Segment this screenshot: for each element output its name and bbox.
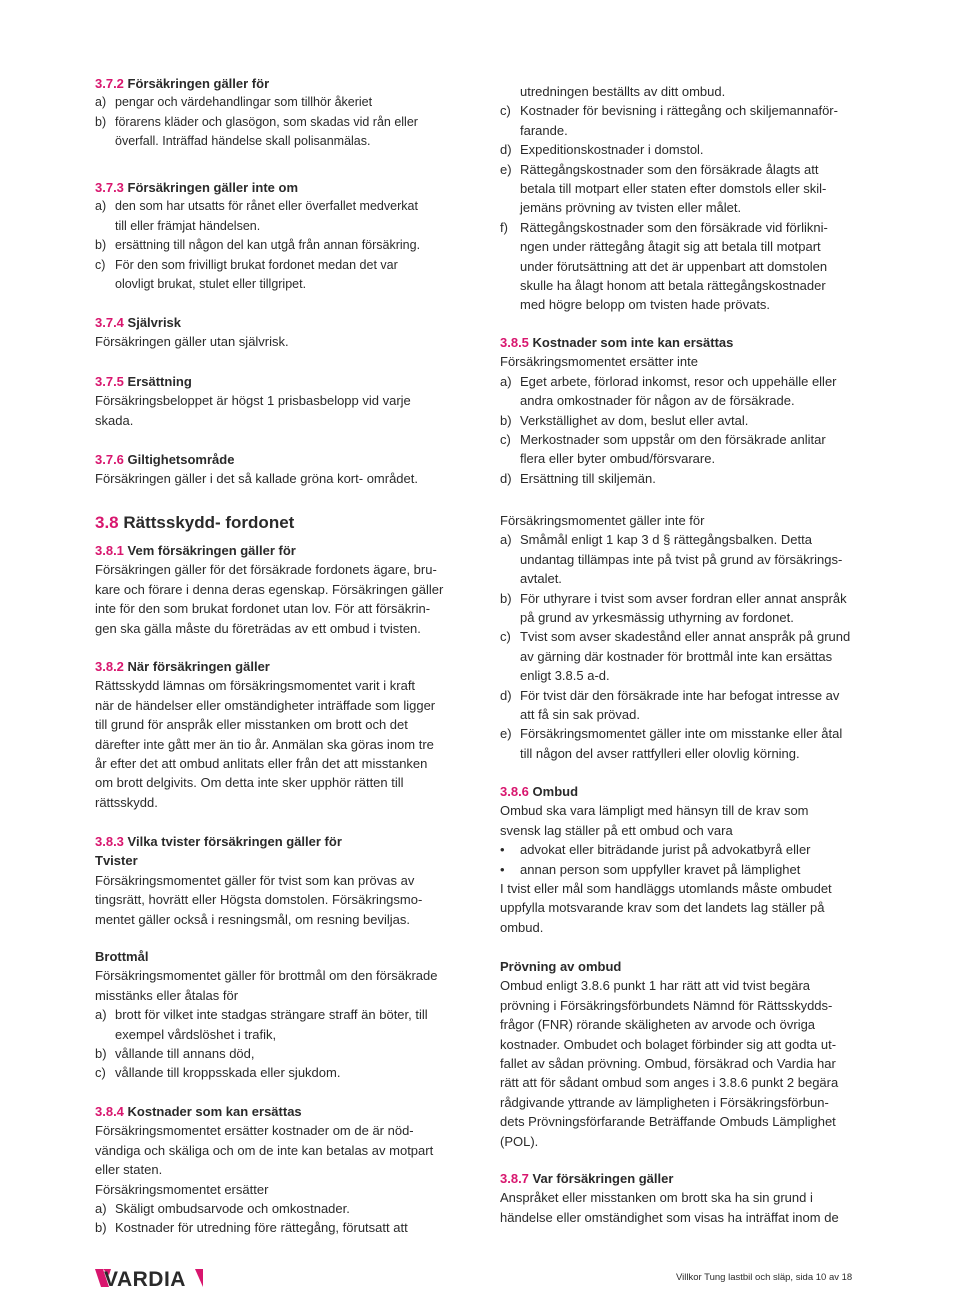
page-section-title: 3.8 Rättsskydd- fordonet: [95, 513, 295, 532]
list-item: på grund av yrkesmässig uthyrning av fordonet.: [520, 609, 794, 625]
list-item: a) Skäligt ombudsarvode och omkostnader.: [95, 1200, 350, 1216]
list-item: a) Eget arbete, förlorad inkomst, resor och uppehälle eller: [500, 373, 837, 389]
list-item: undantag tillämpas inte på tvist på grund av försäkrings-: [520, 551, 843, 567]
list-item: c) För den som frivilligt brukat fordonet medan det var: [95, 257, 398, 272]
paragraph-line: gen ska gälla måste du företrädas av ett ombud i tvisten.: [95, 620, 421, 636]
vardia-logo: [95, 1266, 205, 1290]
subsection-heading: Tvister: [95, 853, 138, 869]
list-item: a) pengar och värdehandlingar som tillhör åkeriet: [95, 95, 373, 110]
paragraph-line: I tvist eller mål som handläggs utomlands måste ombudet: [500, 880, 832, 896]
subsection-heading: Prövning av ombud: [500, 959, 622, 974]
section-3-8-2: [95, 657, 475, 812]
paragraph-line: om brott delgivits. Om detta inte sker upphör rätten till: [95, 775, 404, 791]
list-item: c) Merkostnader som uppstår om den försäkrade anlitar: [500, 431, 826, 447]
paragraph-line: tingsrätt, hovrätt eller Högsta domstolen. Försäkringsmo-: [95, 892, 423, 908]
list-item: e) Rättegångskostnader som den försäkrade ålagts att: [500, 161, 819, 177]
paragraph-line: rättsskydd.: [95, 794, 158, 810]
paragraph-line: frågor (FNR) rörande skäligheten av arvode och övriga: [500, 1017, 816, 1033]
list-item: till någon del avser rattfylleri eller olovlig körning.: [520, 745, 800, 761]
list-item: b) ersättning till någon del kan utgå från annan försäkring.: [95, 238, 421, 253]
list-item: av gärning där kostnader för brottmål inte kan ersättas: [520, 648, 833, 664]
svg-text:VARDIA: VARDIA: [104, 1268, 186, 1290]
paragraph-line: Försäkringen gäller i det så kallade gröna kort- området.: [95, 471, 418, 487]
paragraph-line: ombud.: [500, 919, 544, 935]
paragraph-line: Rättsskydd lämnas om försäkringsmomentet varit i kraft: [95, 678, 416, 694]
paragraph-line: inte för den som brukat fordonet utan lov. För att försäkrin-: [95, 601, 431, 617]
paragraph-line: Försäkringsmomentet ersätter: [95, 1181, 269, 1197]
paragraph-line: dets Prövningsförfarande Beträffande Ombuds Lämplighet: [500, 1114, 836, 1130]
paragraph-line: Ombud ska vara lämpligt med hänsyn till de krav som: [500, 803, 809, 819]
section-3-8-4-continued: [500, 82, 870, 315]
section-3-7-2: [95, 74, 475, 152]
section-heading: 3.8.6 Ombud: [500, 784, 579, 799]
paragraph-line: därefter inte gått mer än tio år. Anmälan ska göras inom tre: [95, 736, 434, 752]
bullet-item: • advokat eller biträdande jurist på advokatbyrå eller: [500, 842, 811, 858]
paragraph-line: Försäkringsmomentet ersätter kostnader om de är nöd-: [95, 1123, 414, 1139]
paragraph-line: skada.: [95, 412, 134, 428]
section-heading: 3.7.3 Försäkringen gäller inte om: [95, 180, 299, 195]
section-3-7-5: [95, 372, 475, 430]
paragraph-line: Anspråket eller misstanken om brott ska ha sin grund i: [500, 1190, 813, 1206]
list-item: a) brott för vilket inte stadgas strängare straff än böter, till: [95, 1007, 428, 1023]
section-3-8: [95, 510, 475, 536]
paragraph-line: till grund för anspråk eller misstanken om brott och det: [95, 717, 408, 733]
list-item: farande.: [520, 122, 568, 138]
section-3-8-3: [95, 832, 475, 929]
section-heading: 3.7.2 Försäkringen gäller för: [95, 76, 270, 91]
list-item: b) förarens kläder och glasögon, som skadas vid rån eller: [95, 114, 418, 129]
list-item: skulle ha ålagt honom att betala rättegångskostnader: [520, 277, 826, 293]
section-3-7-6: [95, 450, 475, 489]
section-heading: 3.7.6 Giltighetsområde: [95, 452, 235, 467]
list-item: till eller främjat händelsen.: [115, 218, 261, 233]
paragraph-line: Försäkringen gäller utan självrisk.: [95, 334, 289, 350]
paragraph-line: rätt att för sådant ombud som anges i 3.8.6 punkt 2 begära: [500, 1075, 839, 1091]
paragraph-line: Försäkringen gäller för det försäkrade fordonets ägare, bru-: [95, 562, 437, 578]
list-item: b) vållande till annans död,: [95, 1045, 255, 1061]
list-item: att få sin sak prövad.: [520, 706, 640, 722]
paragraph-line: vändiga och skäliga och om de inte kan betalas av motpart: [95, 1142, 434, 1158]
section-heading: 3.8.5 Kostnader som inte kan ersättas: [500, 335, 734, 350]
subsection-heading: Brottmål: [95, 949, 149, 964]
paragraph-line: fallet av sådan prövning. Ombud, försäkrad och Vardia har: [500, 1055, 836, 1071]
list-item: överfall. Inträffad händelse skall polisanmälas.: [115, 134, 371, 149]
section-heading: 3.8.7 Var försäkringen gäller: [500, 1171, 674, 1186]
section-brottmal: [95, 947, 475, 1083]
section-not-covered: [500, 511, 870, 763]
list-item: betala till motpart eller staten efter domstols eller skil-: [520, 180, 827, 196]
paragraph-line: rådgivande yttrande av lämpligheten i Försäkringsförbun-: [500, 1094, 829, 1110]
paragraph-line: kostnader. Ombudet och bolaget förbinder sig att godta ut-: [500, 1036, 837, 1052]
paragraph-line: Försäkringsmomentet gäller för tvist som kan prövas av: [95, 872, 415, 888]
list-item: jemäns prövning av tvisten eller målet.: [520, 200, 742, 216]
list-item: exempel vårdslöshet i trafik,: [115, 1026, 277, 1042]
list-item: ngen under rättegång åtagit sig att betala till motpart: [520, 239, 821, 255]
list-item: andra omkostnader för någon av de försäkrade.: [520, 393, 795, 409]
page-footer-text: Villkor Tung lastbil och släp, sida 10 av 18: [676, 1272, 853, 1283]
list-item: c) Kostnader för bevisning i rättegång och skiljemannaför-: [500, 103, 838, 119]
paragraph-line: prövning i Försäkringsförbundets Nämnd för Rättsskydds-: [500, 997, 833, 1013]
paragraph-line: misstänks eller åtalas för: [95, 987, 239, 1003]
list-item: med högre belopp om tvisten hade prövats.: [520, 297, 771, 313]
list-item: a) den som har utsatts för rånet eller överfallet medverkat: [95, 199, 418, 214]
list-item: d) För tvist där den försäkrade inte har befogat intresse av: [500, 687, 840, 703]
section-provning: [500, 957, 870, 1151]
list-item: f) Rättegångskostnader som den försäkrade vid förlikni-: [500, 219, 828, 235]
paragraph-line: svensk lag ställer på ett ombud och vara: [500, 822, 733, 838]
paragraph-line: kare och förare i denna deras egenskap. Försäkringen gäller: [95, 581, 444, 597]
list-item: b) För uthyrare i tvist som avser fordran eller annat anspråk: [500, 590, 847, 606]
list-item: flera eller byter ombud/försvarare.: [520, 451, 716, 467]
section-heading: 3.7.4 Självrisk: [95, 315, 182, 330]
paragraph-line: när de händelser eller omständigheter inträffade som ligger: [95, 697, 436, 713]
list-item: a) Småmål enligt 1 kap 3 d § rättegångsbalken. Detta: [500, 532, 812, 548]
section-3-8-6: [500, 782, 870, 937]
section-3-8-1: [95, 541, 475, 638]
list-item: c) Tvist som avser skadestånd eller annat anspråk på grund: [500, 629, 851, 645]
section-heading: 3.8.1 Vem försäkringen gäller för: [95, 543, 296, 558]
section-heading: 3.8.4 Kostnader som kan ersättas: [95, 1104, 302, 1119]
section-3-7-4: [95, 313, 475, 352]
list-item: e) Försäkringsmomentet gäller inte om misstanke eller åtal: [500, 726, 843, 742]
paragraph-line: Försäkringsmomentet gäller inte för: [500, 513, 705, 528]
list-item: c) vållande till kroppsskada eller sjukdom.: [95, 1065, 341, 1081]
section-heading: 3.7.5 Ersättning: [95, 374, 192, 389]
paragraph-line: Ombud enligt 3.8.6 punkt 1 har rätt att vid tvist begära: [500, 978, 811, 994]
list-item: enligt 3.8.5 a-d.: [520, 668, 610, 684]
paragraph-line: Försäkringsmomentet ersätter inte: [500, 354, 698, 370]
paragraph-line: händelse eller omständighet som visas ha inträffat inom de: [500, 1209, 839, 1225]
list-item: b) Kostnader för utredning före rättegång, förutsatt att: [95, 1220, 408, 1236]
list-item: olovligt brukat, stulet eller tillgripet.: [115, 276, 307, 291]
bullet-item: • annan person som uppfyller kravet på lämplighet: [500, 861, 801, 877]
list-item: utredningen beställts av ditt ombud.: [520, 84, 726, 99]
list-item: avtalet.: [520, 571, 562, 587]
list-item: d) Expeditionskostnader i domstol.: [500, 142, 704, 158]
paragraph-line: Försäkringsbeloppet är högst 1 prisbasbelopp vid varje: [95, 393, 411, 409]
paragraph-line: Försäkringsmomentet gäller för brottmål om den försäkrade: [95, 968, 438, 984]
paragraph-line: år efter det att ombud anlitats eller från det att misstanken: [95, 755, 428, 771]
paragraph-line: uppfylla motsvarande krav som det landets lag ställer på: [500, 900, 825, 916]
list-item: d) Ersättning till skiljemän.: [500, 470, 656, 486]
section-heading: 3.8.3 Vilka tvister försäkringen gäller för: [95, 834, 342, 849]
list-item: b) Verkställighet av dom, beslut eller avtal.: [500, 412, 749, 428]
list-item: under förutsättning att det är uppenbart att domstolen: [520, 258, 828, 274]
section-3-8-4: [95, 1102, 475, 1238]
paragraph-line: mentet gäller också i resningsmål, om resning beviljas.: [95, 911, 411, 927]
section-3-8-7: [500, 1169, 870, 1227]
section-3-7-3: [95, 178, 475, 294]
section-3-8-5: [500, 333, 870, 488]
paragraph-line: (POL).: [500, 1133, 539, 1149]
paragraph-line: eller staten.: [95, 1162, 163, 1178]
section-heading: 3.8.2 När försäkringen gäller: [95, 659, 270, 674]
